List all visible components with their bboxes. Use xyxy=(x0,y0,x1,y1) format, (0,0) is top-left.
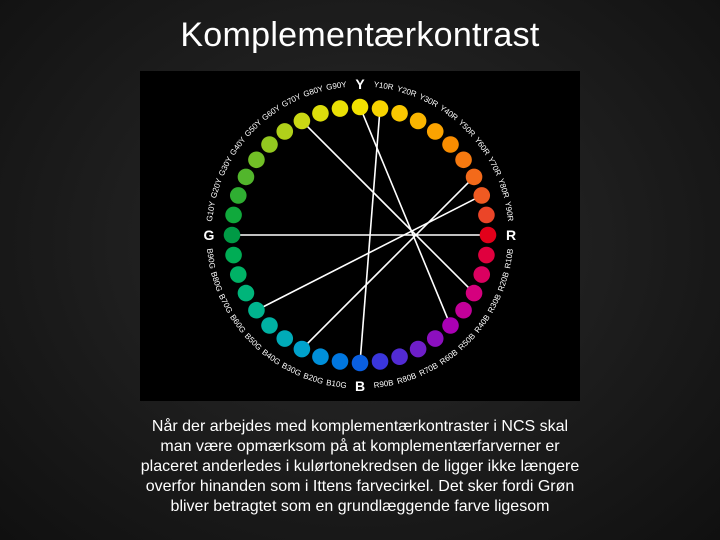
hue-dot-b50g xyxy=(261,317,278,334)
hue-label-g60y: G60Y xyxy=(260,103,283,123)
hue-label-b30g: B30G xyxy=(280,360,303,379)
hue-dot-r90b xyxy=(372,353,389,370)
line-y-r50b xyxy=(360,107,451,326)
primary-label-y: Y xyxy=(355,76,365,92)
body-text: Når der arbejdes med komplementærkontraster i NCS skal man være opmærksom på at komplementærfarverner er placeret anderledes i kulørtonekredsen de ligger ikke længere overfor hinanden som i Ittens farvecirkel. Det sker fordi Grøn bliver betragtet som en grundlæggende farve ligesom xyxy=(140,418,580,515)
primary-label-r: R xyxy=(505,227,517,243)
hue-label-y30r: Y30R xyxy=(417,91,440,110)
hue-dot-b90g xyxy=(225,247,242,264)
hue-dot-g40y xyxy=(248,151,265,168)
hue-dot-r60b xyxy=(427,330,444,347)
hue-label-r10b: R10B xyxy=(503,248,516,270)
hue-label-y80r: Y80R xyxy=(496,177,511,200)
hue-dot-y10r xyxy=(372,100,389,117)
hue-dot-b70g xyxy=(238,285,255,302)
hue-label-r60b: R60B xyxy=(438,347,460,367)
ncs-color-circle xyxy=(140,71,580,401)
hue-dot-r40b xyxy=(455,302,472,319)
hue-label-b10g: B10G xyxy=(325,378,348,391)
hue-dot-r10b xyxy=(478,247,495,264)
hue-label-g80y: G80Y xyxy=(302,83,325,99)
hue-dot-g xyxy=(224,227,241,244)
hue-label-y90r: Y90R xyxy=(503,200,516,222)
hue-dot-b20g xyxy=(312,348,329,365)
hue-label-b20g: B20G xyxy=(302,371,325,387)
hue-label-r30b: R30B xyxy=(485,292,504,315)
ncs-color-circle-image xyxy=(140,71,580,401)
hue-label-r50b: R50B xyxy=(456,331,478,353)
hue-dot-y80r xyxy=(473,187,490,204)
hue-dot-g50y xyxy=(261,136,278,153)
hue-label-b50g: B50G xyxy=(242,331,264,353)
hue-dot-r50b xyxy=(442,317,459,334)
hue-dot-g90y xyxy=(332,100,349,117)
hue-label-g20y: G20Y xyxy=(208,177,224,200)
hue-label-b70g: B70G xyxy=(216,292,235,315)
hue-dot-b40g xyxy=(276,330,293,347)
hue-dot-y60r xyxy=(455,151,472,168)
hue-dot-g80y xyxy=(312,105,329,122)
hue-dot-r80b xyxy=(391,348,408,365)
hue-dot-r70b xyxy=(410,341,427,358)
hue-label-r80b: R80B xyxy=(395,371,418,386)
primary-label-g: G xyxy=(203,227,215,243)
hue-label-r20b: R20B xyxy=(496,270,511,293)
hue-dot-b80g xyxy=(230,266,247,283)
hue-dot-r20b xyxy=(473,266,490,283)
hue-label-g50y: G50Y xyxy=(242,117,264,139)
hue-dot-y20r xyxy=(391,105,408,122)
hue-label-r90b: R90B xyxy=(373,378,395,391)
line-y80r-b60g xyxy=(256,195,481,310)
hue-dot-r xyxy=(480,227,497,244)
hue-label-y60r: Y60R xyxy=(472,135,492,157)
hue-label-g10y: G10Y xyxy=(204,200,217,223)
hue-dot-g30y xyxy=(238,169,255,186)
hue-label-g40y: G40Y xyxy=(228,135,248,158)
hue-dot-r30b xyxy=(466,285,483,302)
hue-label-y10r: Y10R xyxy=(373,79,395,92)
hue-dot-g70y xyxy=(294,113,311,130)
hue-label-b80g: B80G xyxy=(208,270,224,293)
hue-label-b60g: B60G xyxy=(228,312,248,335)
hue-dot-g20y xyxy=(230,187,247,204)
hue-dot-b60g xyxy=(248,302,265,319)
hue-label-g90y: G90Y xyxy=(325,79,348,92)
hue-label-b40g: B40G xyxy=(260,347,283,367)
hue-label-r40b: R40B xyxy=(472,313,492,335)
hue-label-y20r: Y20R xyxy=(395,84,418,99)
hue-dot-y30r xyxy=(410,113,427,130)
hue-dot-b10g xyxy=(332,353,349,370)
hue-label-g30y: G30Y xyxy=(216,155,235,178)
hue-dot-g60y xyxy=(276,123,293,140)
hue-label-y70r: Y70R xyxy=(485,155,504,178)
hue-label-g70y: G70Y xyxy=(280,91,303,110)
hue-dot-g10y xyxy=(225,207,242,224)
slide-title: Komplementærkontrast xyxy=(180,16,540,54)
primary-label-b: B xyxy=(354,378,366,394)
hue-dot-y50r xyxy=(442,136,459,153)
hue-dot-y40r xyxy=(427,123,444,140)
hue-dot-b30g xyxy=(294,341,311,358)
hue-label-y50r: Y50R xyxy=(456,117,478,139)
hue-dot-b xyxy=(352,355,369,372)
hue-dot-y xyxy=(352,99,369,116)
hue-dot-y70r xyxy=(466,169,483,186)
hue-label-r70b: R70B xyxy=(417,360,440,379)
hue-dot-y90r xyxy=(478,207,495,224)
hue-label-b90g: B90G xyxy=(204,247,217,270)
hue-label-y40r: Y40R xyxy=(438,103,460,123)
